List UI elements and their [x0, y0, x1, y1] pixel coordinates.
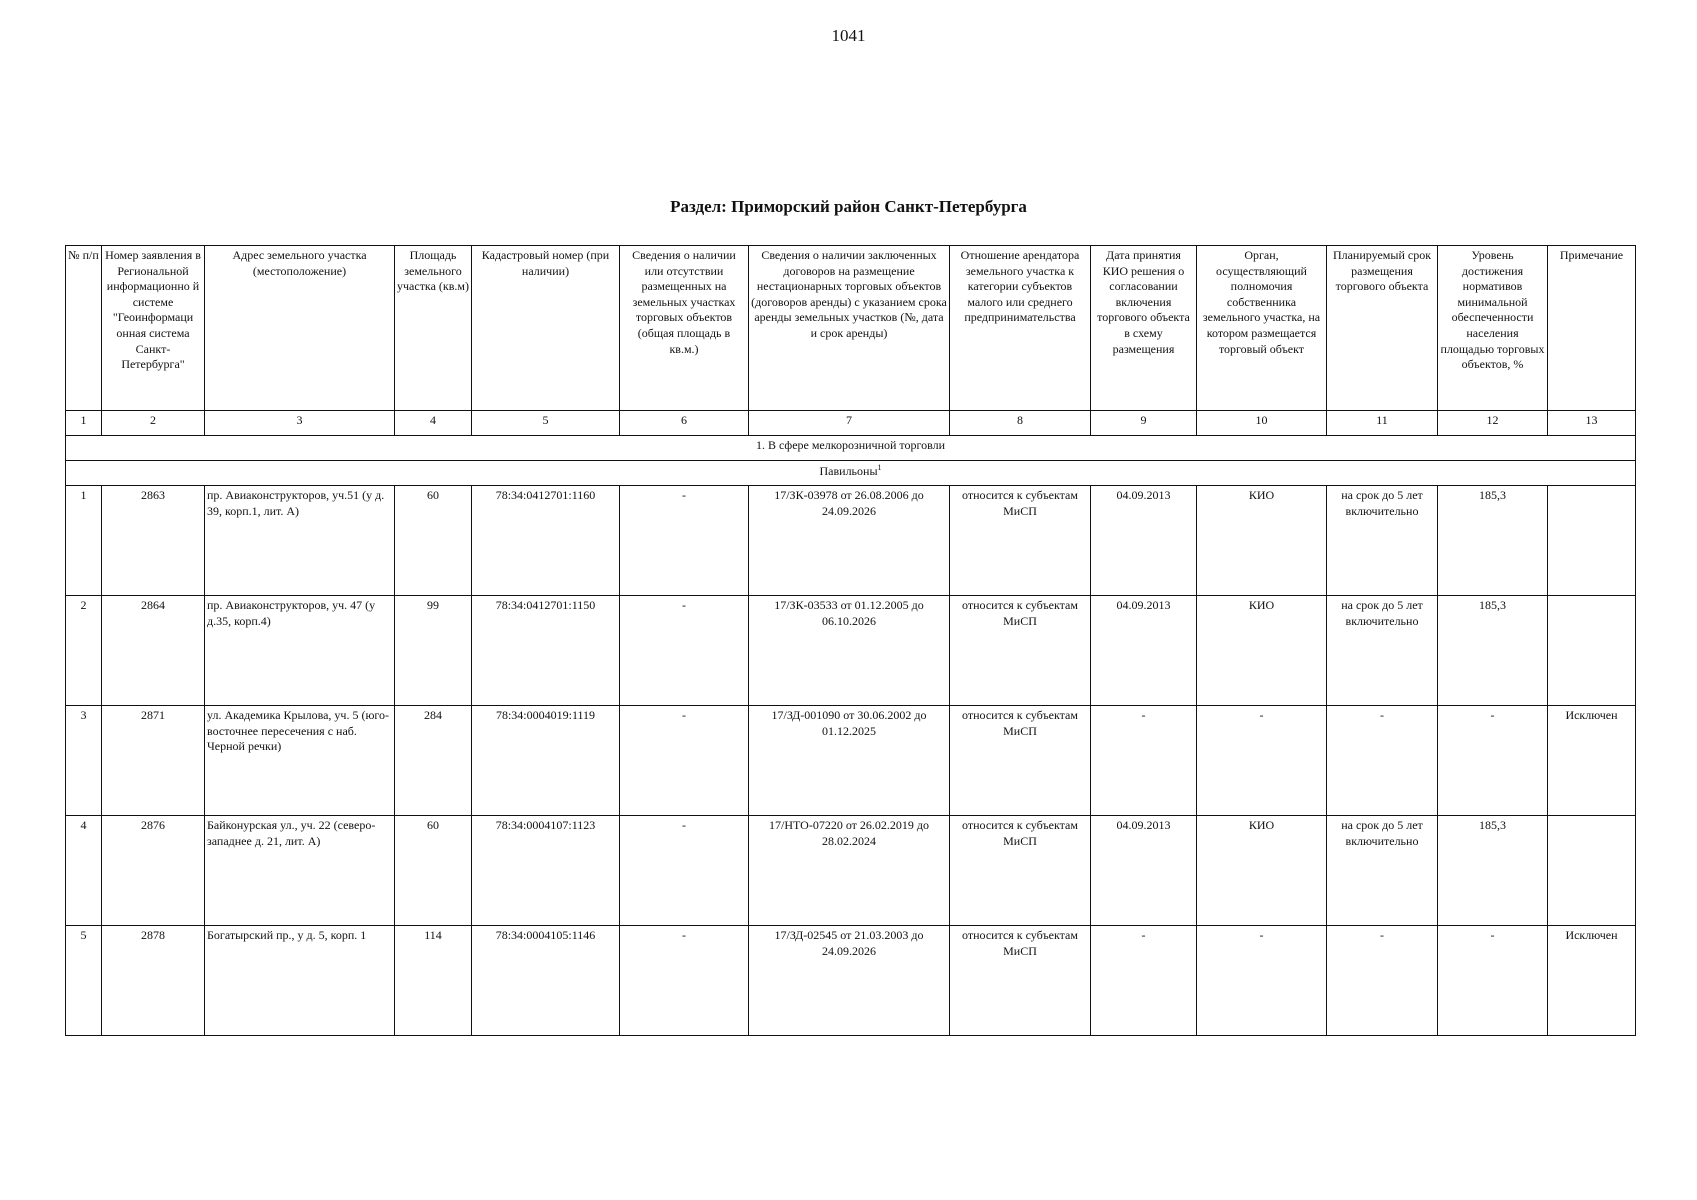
page-number: 1041 — [831, 26, 866, 45]
provision-level: 185,3 — [1438, 816, 1548, 926]
subgroup-heading-cell — [66, 461, 1636, 486]
application-number: 2876 — [102, 816, 205, 926]
address: пр. Авиаконструкторов, уч.51 (у д. 39, корп.1, лит. А) — [205, 486, 395, 596]
column-number: 5 — [472, 411, 620, 436]
column-number: 8 — [950, 411, 1091, 436]
lease-contract: 17/ЗД-02545 от 21.03.2003 до 24.09.2026 — [749, 926, 950, 1036]
smb-status: относится к субъектам МиСП — [950, 486, 1091, 596]
application-number: 2871 — [102, 706, 205, 816]
approval-date: 04.09.2013 — [1091, 816, 1197, 926]
header-row — [66, 246, 1636, 411]
column-header: Номер заявления в Региональной информационно й системе "Геоинформаци онная система Санкт-Петербурга" — [102, 246, 205, 411]
table-row — [66, 486, 1636, 596]
column-header: Отношение арендатора земельного участка к категории субъектов малого или среднего предпринимательства — [950, 246, 1091, 411]
column-number: 7 — [749, 411, 950, 436]
column-number-row — [66, 411, 1636, 436]
cadastral-number: 78:34:0412701:1150 — [472, 596, 620, 706]
provision-level: 185,3 — [1438, 486, 1548, 596]
section-title: Раздел: Приморский район Санкт-Петербурга — [670, 197, 1027, 216]
registry-table — [65, 245, 1636, 1036]
placement-term: - — [1327, 926, 1438, 1036]
application-number: 2864 — [102, 596, 205, 706]
smb-status: относится к субъектам МиСП — [950, 706, 1091, 816]
table-row — [66, 816, 1636, 926]
cadastral-number: 78:34:0412701:1160 — [472, 486, 620, 596]
column-number: 3 — [205, 411, 395, 436]
column-number: 2 — [102, 411, 205, 436]
existing-objects: - — [620, 926, 749, 1036]
smb-status: относится к субъектам МиСП — [950, 596, 1091, 706]
smb-status: относится к субъектам МиСП — [950, 926, 1091, 1036]
cadastral-number: 78:34:0004019:1119 — [472, 706, 620, 816]
area: 114 — [395, 926, 472, 1036]
existing-objects: - — [620, 596, 749, 706]
subgroup-heading: Павильоны — [819, 464, 878, 478]
placement-term: - — [1327, 706, 1438, 816]
authority: КИО — [1197, 596, 1327, 706]
application-number: 2863 — [102, 486, 205, 596]
area: 60 — [395, 486, 472, 596]
column-header: Сведения о наличии или отсутствии размещенных на земельных участках торговых объектов (общая площадь в кв.м.) — [620, 246, 749, 411]
column-number: 10 — [1197, 411, 1327, 436]
column-header: Примечание — [1548, 246, 1636, 411]
column-header: Дата принятия КИО решения о согласовании включения торгового объекта в схему размещения — [1091, 246, 1197, 411]
table-row — [66, 926, 1636, 1036]
group-heading-row — [66, 436, 1636, 461]
approval-date: - — [1091, 926, 1197, 1036]
column-header: Адрес земельного участка (местоположение) — [205, 246, 395, 411]
area: 99 — [395, 596, 472, 706]
note: Исключен — [1548, 926, 1636, 1036]
authority: КИО — [1197, 486, 1327, 596]
lease-contract: 17/ЗК-03978 от 26.08.2006 до 24.09.2026 — [749, 486, 950, 596]
table-row — [66, 596, 1636, 706]
column-header: Уровень достижения нормативов минимальной обеспеченности населения площадью торговых объектов, % — [1438, 246, 1548, 411]
lease-contract: 17/НТО-07220 от 26.02.2019 до 28.02.2024 — [749, 816, 950, 926]
approval-date: 04.09.2013 — [1091, 596, 1197, 706]
column-number: 9 — [1091, 411, 1197, 436]
column-header: Орган, осуществляющий полномочия собственника земельного участка, на котором размещается торговый объект — [1197, 246, 1327, 411]
column-number: 1 — [66, 411, 102, 436]
provision-level: - — [1438, 926, 1548, 1036]
address: ул. Академика Крылова, уч. 5 (юго-восточнее пересечения с наб. Черной речки) — [205, 706, 395, 816]
note — [1548, 816, 1636, 926]
authority: - — [1197, 926, 1327, 1036]
table-row — [66, 706, 1636, 816]
column-number: 12 — [1438, 411, 1548, 436]
provision-level: - — [1438, 706, 1548, 816]
column-number: 4 — [395, 411, 472, 436]
group-heading: 1. В сфере мелкорозничной торговли — [66, 436, 1636, 461]
subgroup-heading-row — [66, 461, 1636, 486]
footnote-marker: 1 — [877, 463, 882, 472]
lease-contract: 17/ЗД-001090 от 30.06.2002 до 01.12.2025 — [749, 706, 950, 816]
cadastral-number: 78:34:0004105:1146 — [472, 926, 620, 1036]
column-number: 13 — [1548, 411, 1636, 436]
authority: - — [1197, 706, 1327, 816]
column-header: Планируемый срок размещения торгового объекта — [1327, 246, 1438, 411]
note: Исключен — [1548, 706, 1636, 816]
approval-date: - — [1091, 706, 1197, 816]
smb-status: относится к субъектам МиСП — [950, 816, 1091, 926]
cadastral-number: 78:34:0004107:1123 — [472, 816, 620, 926]
provision-level: 185,3 — [1438, 596, 1548, 706]
placement-term: на срок до 5 лет включительно — [1327, 816, 1438, 926]
row-number: 4 — [66, 816, 102, 926]
lease-contract: 17/ЗК-03533 от 01.12.2005 до 06.10.2026 — [749, 596, 950, 706]
placement-term: на срок до 5 лет включительно — [1327, 486, 1438, 596]
authority: КИО — [1197, 816, 1327, 926]
existing-objects: - — [620, 486, 749, 596]
address: Богатырский пр., у д. 5, корп. 1 — [205, 926, 395, 1036]
note — [1548, 596, 1636, 706]
column-number: 11 — [1327, 411, 1438, 436]
area: 60 — [395, 816, 472, 926]
row-number: 5 — [66, 926, 102, 1036]
note — [1548, 486, 1636, 596]
existing-objects: - — [620, 816, 749, 926]
column-number: 6 — [620, 411, 749, 436]
column-header: Сведения о наличии заключенных договоров на размещение нестационарных торговых объектов (договоров аренды) с указанием срока аренды земельных участков (№, дата и срок аренды) — [749, 246, 950, 411]
row-number: 3 — [66, 706, 102, 816]
column-header: Кадастровый номер (при наличии) — [472, 246, 620, 411]
row-number: 2 — [66, 596, 102, 706]
column-header: № п/п — [66, 246, 102, 411]
address: пр. Авиаконструкторов, уч. 47 (у д.35, корп.4) — [205, 596, 395, 706]
existing-objects: - — [620, 706, 749, 816]
approval-date: 04.09.2013 — [1091, 486, 1197, 596]
area: 284 — [395, 706, 472, 816]
row-number: 1 — [66, 486, 102, 596]
placement-term: на срок до 5 лет включительно — [1327, 596, 1438, 706]
column-header: Площадь земельного участка (кв.м) — [395, 246, 472, 411]
application-number: 2878 — [102, 926, 205, 1036]
address: Байконурская ул., уч. 22 (северо-западнее д. 21, лит. А) — [205, 816, 395, 926]
